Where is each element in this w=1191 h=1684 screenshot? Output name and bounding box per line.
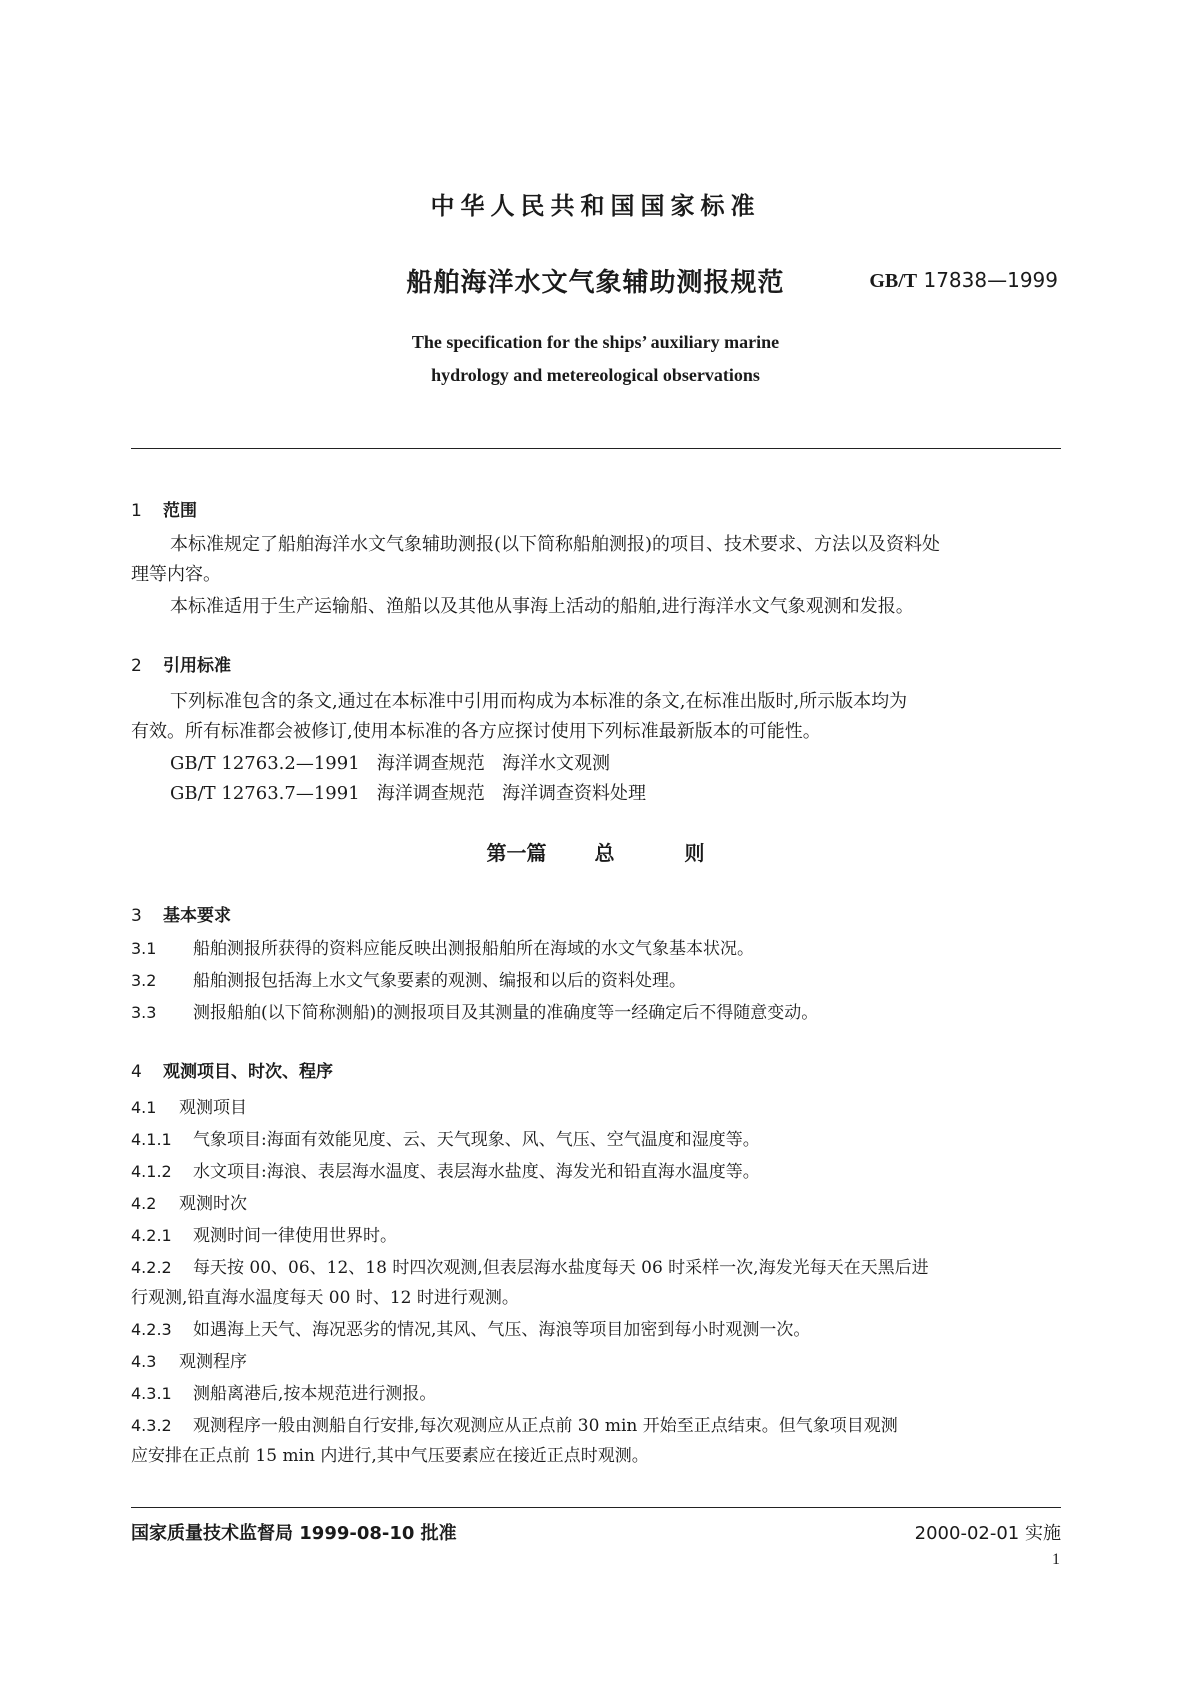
english-title-line-2: hydrology and metereological observations <box>431 365 760 385</box>
clause-number: 4.1 <box>131 1098 157 1117</box>
clause-4-1 <box>131 1093 247 1123</box>
header-divider <box>131 448 1061 449</box>
clause-3-1 <box>131 934 754 964</box>
clause-4-2-2-continued: 行观测,铅直海水温度每天 00 时、12 时进行观测。 <box>131 1288 519 1308</box>
clause-4-3-1 <box>131 1379 436 1409</box>
clause-text: 测报船舶(以下简称测船)的测报项目及其测量的准确度等一经确定后不得随意变动。 <box>193 1003 819 1023</box>
clause-text: 船舶测报所获得的资料应能反映出测报船舶所在海域的水文气象基本状况。 <box>193 939 754 959</box>
section-2-heading <box>131 651 231 676</box>
clause-4-2-1 <box>131 1221 397 1251</box>
clause-4-3-2-continued: 应安排在正点前 15 min 内进行,其中气压要素应在接近正点时观测。 <box>131 1446 649 1466</box>
section-4-heading <box>131 1057 333 1082</box>
clause-number: 4.2.1 <box>131 1226 172 1245</box>
section-2-paragraph-line-2: 有效。所有标准都会被修订,使用本标准的各方应探讨使用下列标准最新版本的可能性。 <box>131 721 821 742</box>
part-word-2: 则 <box>684 841 705 865</box>
clause-number: 4.3.2 <box>131 1416 172 1435</box>
clause-number: 3.1 <box>131 939 157 958</box>
english-title-line-1: The specification for the ships’ auxiliary marine <box>411 332 780 352</box>
clause-4-3-2 <box>131 1411 898 1441</box>
clause-number: 4.2.3 <box>131 1320 172 1339</box>
part-label: 第一篇 <box>486 841 547 865</box>
clause-4-2 <box>131 1189 247 1219</box>
section-title: 范围 <box>163 501 197 521</box>
reference-standard-1: GB/T 12763.2—1991 海洋调查规范 海洋水文观测 <box>170 753 610 774</box>
clause-number: 4.1.2 <box>131 1162 172 1181</box>
clause-text: 观测时间一律使用世界时。 <box>193 1226 397 1246</box>
clause-number: 3.3 <box>131 1003 157 1022</box>
clause-text: 每天按 00、06、12、18 时四次观测,但表层海水盐度每天 06 时采样一次,海发光每天在天黑后进 <box>193 1258 929 1278</box>
clause-number: 3.2 <box>131 971 157 990</box>
clause-text: 水文项目:海浪、表层海水温度、表层海水盐度、海发光和铅直海水温度等。 <box>193 1162 760 1182</box>
standard-prefix: GB/T <box>869 270 918 292</box>
section-number: 2 <box>131 656 142 676</box>
reference-standard-2: GB/T 12763.7—1991 海洋调查规范 海洋调查资料处理 <box>170 783 646 804</box>
part-title <box>0 837 1191 866</box>
section-number: 3 <box>131 906 142 926</box>
section-3-heading <box>131 901 231 926</box>
clause-4-2-3 <box>131 1315 810 1345</box>
clause-4-2-2 <box>131 1253 929 1283</box>
clause-text: 气象项目:海面有效能见度、云、天气现象、风、气压、空气温度和湿度等。 <box>193 1130 760 1150</box>
section-1-paragraph-2: 本标准适用于生产运输船、渔船以及其他从事海上活动的船舶,进行海洋水文气象观测和发报。 <box>170 596 914 617</box>
clause-number: 4.2 <box>131 1194 157 1213</box>
clause-text: 观测项目 <box>179 1098 247 1118</box>
section-number: 1 <box>131 501 142 521</box>
section-number: 4 <box>131 1062 142 1082</box>
clause-text: 观测程序 <box>179 1352 247 1372</box>
standard-number: 17838—1999 <box>923 268 1058 292</box>
footer-divider <box>131 1507 1061 1508</box>
section-title: 观测项目、时次、程序 <box>163 1062 333 1082</box>
part-word-1: 总 <box>594 841 615 865</box>
effective-date: 2000-02-01 实施 <box>914 1523 1061 1544</box>
clause-3-3 <box>131 998 818 1028</box>
clause-number: 4.3 <box>131 1352 157 1371</box>
standard-code <box>869 268 1058 293</box>
section-1-paragraph-1-line-2: 理等内容。 <box>131 564 221 585</box>
clause-4-3 <box>131 1347 247 1377</box>
document-title: 船舶海洋水文气象辅助测报规范 <box>406 268 785 298</box>
section-1-heading <box>131 496 197 521</box>
clause-text: 观测时次 <box>179 1194 247 1214</box>
section-2-paragraph-line-1: 下列标准包含的条文,通过在本标准中引用而构成为本标准的条文,在标准出版时,所示版本均为 <box>170 691 908 712</box>
clause-text: 船舶测报包括海上水文气象要素的观测、编报和以后的资料处理。 <box>193 971 686 991</box>
clause-3-2 <box>131 966 686 996</box>
clause-number: 4.3.1 <box>131 1384 172 1403</box>
clause-4-1-1 <box>131 1125 760 1155</box>
clause-text: 如遇海上天气、海况恶劣的情况,其风、气压、海浪等项目加密到每小时观测一次。 <box>193 1320 811 1340</box>
approval-note: 国家质量技术监督局 1999-08-10 批准 <box>131 1523 457 1544</box>
clause-number: 4.1.1 <box>131 1130 172 1149</box>
section-title: 基本要求 <box>163 906 231 926</box>
clause-text: 测船离港后,按本规范进行测报。 <box>193 1384 437 1404</box>
section-1-paragraph-1-line-1: 本标准规定了船舶海洋水文气象辅助测报(以下简称船舶测报)的项目、技术要求、方法以及资料处 <box>170 534 941 555</box>
clause-number: 4.2.2 <box>131 1258 172 1277</box>
clause-text: 观测程序一般由测船自行安排,每次观测应从正点前 30 min 开始至正点结束。但气象项目观测 <box>193 1416 898 1436</box>
issuing-authority-title: 中华人民共和国国家标准 <box>430 192 761 220</box>
clause-4-1-2 <box>131 1157 760 1187</box>
section-title: 引用标准 <box>163 656 231 676</box>
page-number: 1 <box>1052 1551 1060 1568</box>
